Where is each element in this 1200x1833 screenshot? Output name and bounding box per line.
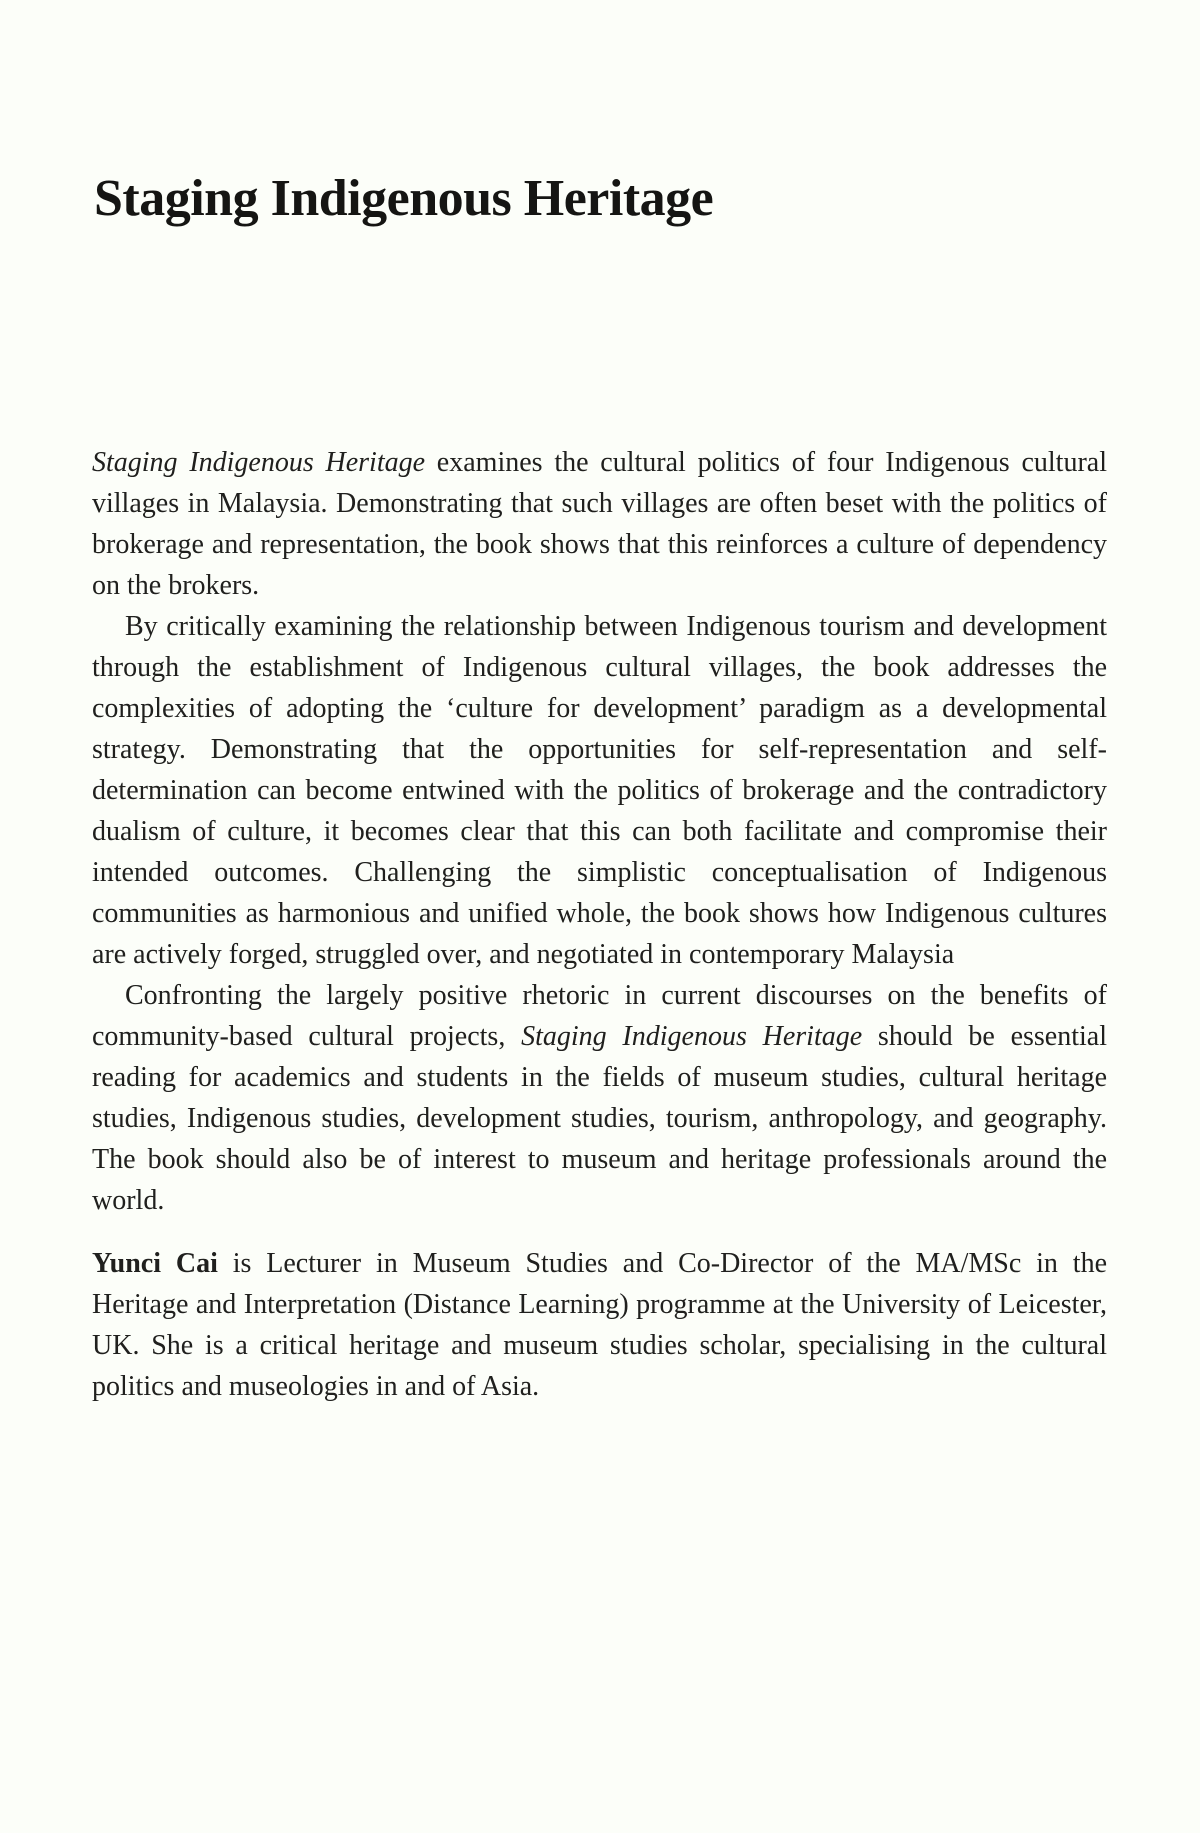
- author-name: Yunci Cai: [92, 1248, 218, 1280]
- author-bio-section: [92, 1243, 1107, 1407]
- synopsis-paragraph-3: [92, 975, 1107, 1221]
- paragraph-text: should be essential reading for academics and students in the fields of museum studies, cultural heritage studies, Indigenous studies, development studies, tourism, anthropology, and geography. The book should also be of interest to museum and heritage professionals around the world.: [92, 1021, 1107, 1217]
- book-title-italic: Staging Indigenous Heritage: [521, 1021, 863, 1053]
- book-title-italic: Staging Indigenous Heritage: [92, 447, 426, 479]
- synopsis-section: [92, 442, 1107, 1221]
- paragraph-text: is Lecturer in Museum Studies and Co-Director of the MA/MSc in the Heritage and Interpretation (Distance Learning) programme at the University of Leicester, UK. She is a critical heritage and museum studies scholar, specialising in the cultural politics and museologies in and of Asia.: [92, 1248, 1107, 1403]
- paragraph-text: By critically examining the relationship between Indigenous tourism and development through the establishment of Indigenous cultural villages, the book addresses the complexities of adopting the ‘culture for development’ paradigm as a developmental strategy. Demonstrating that the opportunities for self-representation and self-determination can become entwined with the politics of brokerage and the contradictory dualism of culture, it becomes clear that this can both facilitate and compromise their intended outcomes. Challenging the simplistic conceptualisation of Indigenous communities as harmonious and unified whole, the book shows how Indigenous cultures are actively forged, struggled over, and negotiated in contemporary Malaysia: [92, 611, 1107, 971]
- page-title: Staging Indigenous Heritage: [94, 170, 714, 227]
- synopsis-paragraph-2: [92, 606, 1107, 975]
- paragraph-text: Confronting the largely positive rhetoric in current discourses on the benefits of community-based cultural projects,: [92, 980, 1107, 1053]
- author-bio-paragraph: [92, 1243, 1107, 1407]
- synopsis-paragraph-1: [92, 442, 1107, 606]
- paragraph-text: examines the cultural politics of four Indigenous cultural villages in Malaysia. Demonstrating that such villages are often beset with the politics of brokerage and representation, the book shows that this reinforces a culture of dependency on the brokers.: [92, 447, 1107, 602]
